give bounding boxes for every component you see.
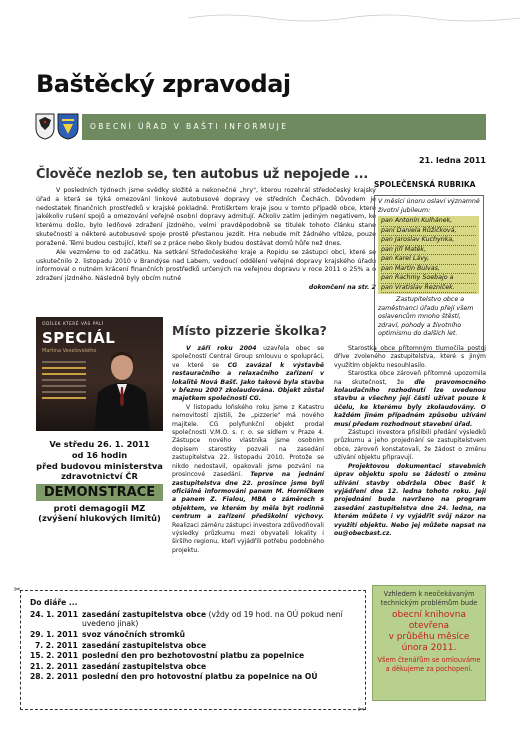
article-pizzeria-paragraph bbox=[334, 463, 486, 539]
demo-sub-line: proti demagogii MZ bbox=[53, 503, 146, 514]
emphasis: Teprve na jednání zastupitelstva dne 22. prosince jsme byli oficiálně informováni panem M. Horníčkem a panem Z. Fialou, MBA o záměrech s objektem, ve kterém by měla být rodinně centrum a zařízení předškolní výchovy. bbox=[172, 471, 324, 521]
list-item: pan Jaroslav Kuchynka, bbox=[381, 236, 476, 246]
demo-date-line: Ve středu 26. 1. 2011 bbox=[49, 439, 150, 449]
article-bus-paragraph: V posledních týdnech jsme svědky složité a nekonečné „hry", kterou rozehrál středočeský krajský úřad a která se týká omezování linkové autobusové dopravy ve středních Čechách. Důvodem je nedostatek finančních prostředků v krajské pokladně. Protiškrtem kraje jsou v tomto případě obce, které jakékoliv rušení spojů a omezování veřejné osobní dopravy admitují. Ačkoliv zatím jediným negativem, ke kterému došlo, bylo ledňové zdražení jízdného, velmi pravděpodobně se titulek tohoto článku stane skutečností a některé autobusové spoje prostě přestanou jezdit. Hra nebude mít žádného vítěze, pouze poražené. Těmi budou cestující, kteří se z práce nebo školy budou dostávat domů hůře než dnes. bbox=[36, 187, 376, 247]
calendar-date: 28. 2. 2011 bbox=[30, 672, 79, 682]
calendar-row bbox=[30, 651, 362, 662]
library-line: v průběhu měsíce bbox=[388, 631, 470, 642]
calendar-event: poslední den pro hotovostní platbu za popelnice na OÚ bbox=[82, 672, 318, 682]
text: Realizaci záměru zástupci investora zdůvodňovali výsledky průzkumu mezi obyvateli lokality i širšího regionu, kteří vyjádřili potřebu podobného projektu. bbox=[172, 521, 324, 554]
email-link[interactable]: ou@obecbast.cz. bbox=[334, 529, 392, 537]
emphasis: dle pravomocného kolaudačního rozhodnutí lze uvedenou stavbu a všechny její části užívat pouze k účelu, ke kterému byly zkolaudovány. O každém jiném případném způsobu užívání musí předem rozhodnout stavební úřad. bbox=[334, 378, 486, 428]
list-item: pan Martin Bulvas, bbox=[381, 265, 476, 275]
office-banner: OBECNÍ ÚŘAD V BAŠTI INFORMUJE bbox=[82, 114, 486, 140]
demonstration-date bbox=[36, 439, 163, 482]
calendar-event: zasedání zastupitelstva obce bbox=[82, 661, 207, 671]
demo-date-line: od 16 hodin bbox=[71, 449, 128, 460]
article-bus-body bbox=[36, 187, 376, 293]
poster-presenter: Martina Veselovského bbox=[42, 348, 97, 354]
presenter-portrait-icon bbox=[88, 347, 156, 431]
demonstration-title: DEMONSTRACE bbox=[36, 484, 163, 501]
calendar-row bbox=[30, 630, 362, 641]
text: Starostka obce zároveň přítomné upozornila na skutečnost, že bbox=[334, 370, 486, 386]
social-column-title: SPOLEČENSKÁ RUBRIKA bbox=[374, 180, 476, 189]
article-pizzeria-paragraph bbox=[172, 345, 324, 404]
library-notice bbox=[372, 585, 486, 701]
scissors-icon: ✂ bbox=[358, 705, 365, 714]
demo-date-line: před budovou ministerstva bbox=[36, 460, 163, 471]
article-pizzeria-paragraph bbox=[172, 404, 324, 555]
calendar-event: zasedání zastupitelstva obce bbox=[82, 640, 207, 650]
event-note-continued: uvedeno jinak) bbox=[82, 619, 139, 629]
calendar-title: Do diáře ... bbox=[30, 598, 78, 607]
article-pizzeria-body bbox=[172, 345, 486, 585]
continued-note: dokončení na str. 2 bbox=[308, 283, 376, 291]
emphasis: CG zavázal k výstavbě restauračního a relaxačního zařízení v lokalitě Nová Bašť. Jako takové byla stavba v březnu 2007 zkolaudována. Objekt zůstal majetkem společnosti CG. bbox=[172, 361, 324, 403]
emphasis: V září roku 2004 bbox=[186, 345, 257, 352]
calendar-event: svoz vánočních stromků bbox=[82, 629, 185, 639]
library-line: února 2011. bbox=[401, 642, 457, 653]
calendar-row bbox=[30, 672, 362, 683]
calendar-box bbox=[30, 598, 362, 683]
calendar-date: 24. 1. 2011 bbox=[30, 609, 79, 619]
poster-title: SPECIÁL bbox=[42, 329, 116, 347]
demonstration-announcement bbox=[36, 431, 163, 584]
calendar-row bbox=[30, 662, 362, 673]
social-column-intro: V měsíci únoru oslaví významné životní jubileum: bbox=[378, 198, 480, 214]
article-bus-paragraph: Ale vezměme to od začátku. Na setkání Středočeského kraje a Ropidu se zástupci obcí, které se uskutečnilo 2. listopadu 2010 v Brandýse nad Labem, vedoucí oddělení veřejné dopravy krajského úřadu informoval o nutném krácení finančních prostředků určených na veřejnou dopravu v roce 2011 o 25% a o zdražení jízdného. Následně byly obcím nutné bbox=[36, 248, 376, 283]
municipal-coat-of-arms-icon bbox=[34, 112, 80, 140]
article-pizzeria-paragraph: Zástupci investora přislíbili předání výsledků průzkumu a jeho projednání se zastupitelstvem obce, zároveň konstatovali, že žádost o změnu užívání objektu připravují. bbox=[334, 429, 486, 462]
demo-sub-line: (zvýšení hlukových limitů) bbox=[38, 513, 161, 524]
library-notice-main bbox=[376, 610, 482, 653]
text: V listopadu loňského roku jsme z Katastru nemovitostí zjistili, že „pizzerie" má nového majitele. CG polyfunkční objekt prodal společnosti V.M.O. s. r. o. se sídlem v Praze 4. Zástupce nového vlastníka jsme osobním dopisem starostky pozvali na zasedání zastupitelstva 22. listopadu 2010. Protože se nikdo nedostavil, opakovali jsme pozvání na prosincové zasedání. bbox=[172, 403, 324, 479]
article-bus-headline: Člověče nezlob se, ten autobus už nepojede ... bbox=[36, 167, 369, 182]
list-item: pan Rachmy Soebajo a bbox=[381, 274, 476, 284]
special-program-poster bbox=[36, 317, 163, 431]
calendar-date: 7. 2. 2011 bbox=[35, 640, 78, 650]
demo-date-line: zdravotnictví ČR bbox=[61, 471, 138, 482]
calendar-date: 15. 2. 2011 bbox=[30, 651, 79, 661]
emphasis: Projektovou dokumentaci stavebních úprav objektu spolu se žádostí o změnu užívání stavby obdržela Obec Bašť k vyjádření dne 12. ledna tohoto roku. Její projednání bude navrženo na program zasedání zastupitelstva dne 24. ledna, na kterém můžete i vy vyjádřit svůj názor na využití objektu. Nebo jej můžete napsat na bbox=[334, 462, 486, 529]
social-column-outro bbox=[375, 294, 483, 341]
calendar-row bbox=[30, 610, 362, 621]
list-item: pan Karel Lávy, bbox=[381, 255, 476, 265]
calendar-date: 29. 1. 2011 bbox=[30, 629, 79, 639]
article-pizzeria-paragraph: Starostka obce přítomným tlumočila postoj dříve zvoleného zastupitelstva, které s jiným využitím objektu nesouhlasilo. bbox=[334, 345, 486, 369]
masthead-title: Baštěcký zpravodaj bbox=[36, 70, 291, 98]
header-decoration bbox=[188, 10, 520, 26]
list-item: pan Antonín Kulhánek, bbox=[381, 217, 476, 227]
library-line: otevřena bbox=[408, 620, 450, 631]
library-line: obecní knihovna bbox=[392, 610, 466, 621]
text: uzavřela obec se společností Central Group smlouvu o spolupráci, ve které se bbox=[172, 345, 324, 369]
event-text: zasedání zastupitelstva obce bbox=[82, 609, 207, 619]
poster-kicker: ODÍLEK KTERÉ VÁS PÁLÍ bbox=[42, 322, 104, 327]
jubilee-names-list bbox=[378, 216, 479, 294]
list-item: pan Jiří Matěk, bbox=[381, 246, 476, 256]
list-item: pan Vratislav Řezníček. bbox=[381, 284, 476, 294]
list-item: paní Daniela Růžičková, bbox=[381, 227, 476, 237]
social-column-box bbox=[374, 195, 484, 352]
article-pizzeria-paragraph bbox=[334, 370, 486, 429]
calendar-event: poslední den pro bezhotovostní platbu za popelnice bbox=[82, 651, 305, 661]
poster-text-lines bbox=[42, 361, 86, 403]
event-note: (vždy od 19 hod. na OÚ pokud není bbox=[206, 609, 343, 619]
demonstration-subtitle bbox=[36, 503, 163, 524]
social-column-wishes: Zastupitelstvo obce a zaměstnanci úřadu přejí všem oslavencům mnoho štěstí, zdraví, pohody a životního optimismu do dalších let. bbox=[378, 296, 474, 337]
calendar-date: 21. 2. 2011 bbox=[30, 661, 79, 671]
library-notice-intro: Vzhledem k neočekávaným technickým problémům bude bbox=[380, 590, 478, 607]
library-notice-apology: Všem čtenářům se omlouváme a děkujeme za pochopení. bbox=[377, 656, 481, 673]
article-pizzeria-headline: Místo pizzerie školka? bbox=[172, 323, 327, 338]
calendar-row bbox=[30, 641, 362, 652]
issue-date: 21. ledna 2011 bbox=[419, 156, 486, 165]
scissors-icon: ✂ bbox=[14, 585, 21, 594]
